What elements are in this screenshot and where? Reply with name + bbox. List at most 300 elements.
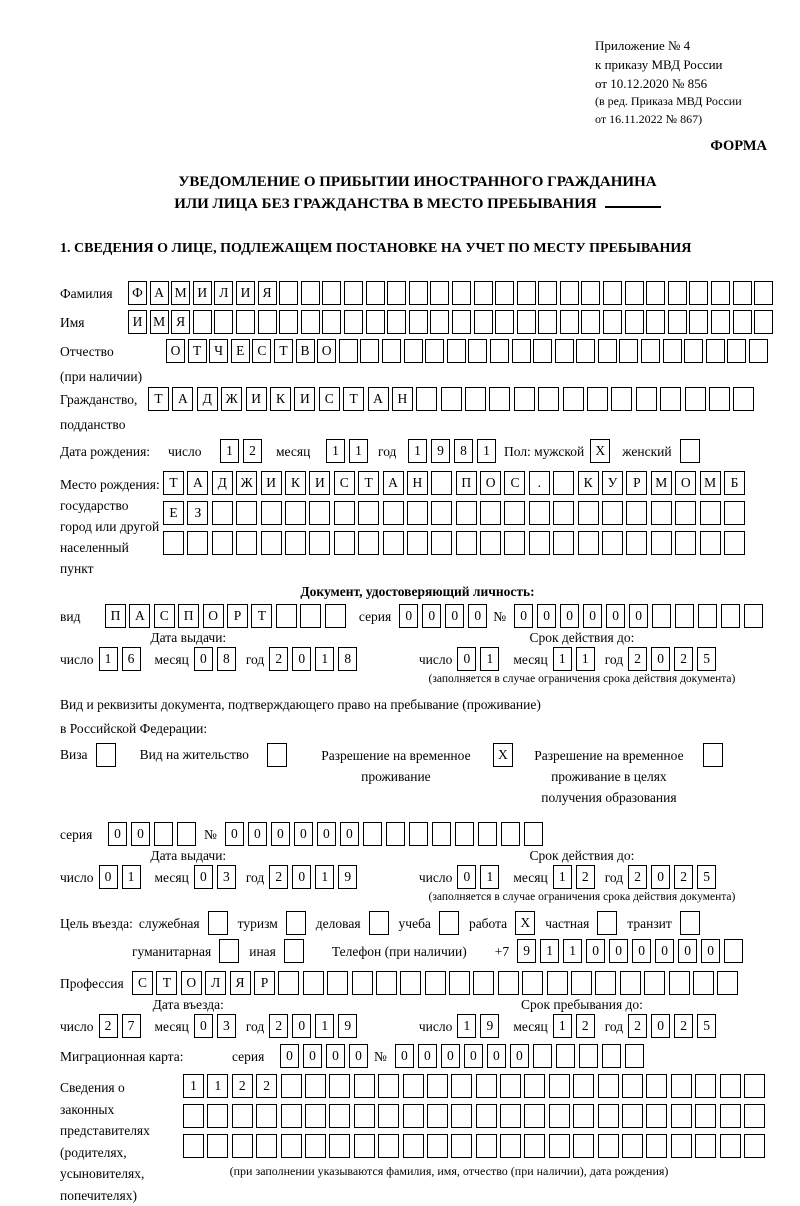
char-box[interactable]: 0	[422, 604, 441, 628]
char-box[interactable]	[403, 1104, 424, 1128]
char-box[interactable]	[474, 310, 493, 334]
char-box[interactable]: Ф	[128, 281, 147, 305]
char-box[interactable]	[301, 281, 320, 305]
temp-residence-edu-checkbox[interactable]	[703, 743, 723, 767]
char-box[interactable]	[598, 1104, 619, 1128]
char-box[interactable]	[733, 310, 752, 334]
char-box[interactable]	[427, 1104, 448, 1128]
char-box[interactable]	[452, 310, 471, 334]
char-box[interactable]: А	[172, 387, 193, 411]
char-box[interactable]	[300, 604, 321, 628]
char-box[interactable]: М	[171, 281, 190, 305]
char-box[interactable]	[553, 471, 574, 495]
char-box[interactable]	[281, 1104, 302, 1128]
char-box[interactable]: 0	[418, 1044, 437, 1068]
char-box[interactable]	[309, 531, 330, 555]
char-box[interactable]	[553, 531, 574, 555]
char-box[interactable]: 2	[628, 865, 647, 889]
char-box[interactable]	[620, 971, 641, 995]
char-box[interactable]: О	[166, 339, 185, 363]
char-box[interactable]	[578, 531, 599, 555]
char-box[interactable]: 0	[194, 647, 213, 671]
char-box[interactable]: 1	[540, 939, 559, 963]
char-box[interactable]: А	[383, 471, 404, 495]
char-box[interactable]	[529, 501, 550, 525]
char-box[interactable]: Ж	[236, 471, 257, 495]
char-box[interactable]	[334, 531, 355, 555]
char-box[interactable]	[668, 310, 687, 334]
char-box[interactable]	[698, 604, 717, 628]
char-box[interactable]: Т	[148, 387, 169, 411]
char-box[interactable]	[183, 1104, 204, 1128]
char-box[interactable]	[744, 1104, 765, 1128]
sex-male-checkbox[interactable]: X	[590, 439, 610, 463]
char-box[interactable]	[495, 310, 514, 334]
char-box[interactable]	[573, 1074, 594, 1098]
char-box[interactable]	[533, 339, 552, 363]
purpose-private-checkbox[interactable]	[597, 911, 617, 935]
char-box[interactable]: 0	[655, 939, 674, 963]
char-box[interactable]: 1	[408, 439, 427, 463]
char-box[interactable]: И	[246, 387, 267, 411]
char-box[interactable]: 0	[586, 939, 605, 963]
char-box[interactable]	[163, 531, 184, 555]
char-box[interactable]: Т	[163, 471, 184, 495]
char-box[interactable]: 0	[271, 822, 290, 846]
char-box[interactable]	[334, 501, 355, 525]
char-box[interactable]: 0	[303, 1044, 322, 1068]
char-box[interactable]	[430, 310, 449, 334]
char-box[interactable]	[651, 501, 672, 525]
char-box[interactable]: 0	[651, 647, 670, 671]
char-box[interactable]: 2	[232, 1074, 253, 1098]
char-box[interactable]	[256, 1134, 277, 1158]
char-box[interactable]	[432, 822, 451, 846]
char-box[interactable]	[489, 387, 510, 411]
char-box[interactable]: 9	[517, 939, 536, 963]
char-box[interactable]	[403, 1134, 424, 1158]
char-box[interactable]: М	[150, 310, 169, 334]
char-box[interactable]	[476, 1074, 497, 1098]
char-box[interactable]	[354, 1134, 375, 1158]
char-box[interactable]: 0	[326, 1044, 345, 1068]
char-box[interactable]: 0	[629, 604, 648, 628]
char-box[interactable]: 1	[480, 865, 499, 889]
char-box[interactable]	[622, 1104, 643, 1128]
char-box[interactable]	[744, 1074, 765, 1098]
char-box[interactable]	[378, 1134, 399, 1158]
char-box[interactable]	[598, 1074, 619, 1098]
char-box[interactable]	[625, 1044, 644, 1068]
char-box[interactable]	[187, 531, 208, 555]
char-box[interactable]	[560, 310, 579, 334]
char-box[interactable]: О	[675, 471, 696, 495]
char-box[interactable]: 0	[678, 939, 697, 963]
char-box[interactable]	[724, 531, 745, 555]
char-box[interactable]: 0	[194, 1014, 213, 1038]
char-box[interactable]	[451, 1074, 472, 1098]
char-box[interactable]: 9	[338, 865, 357, 889]
char-box[interactable]: 2	[576, 1014, 595, 1038]
char-box[interactable]: С	[154, 604, 175, 628]
char-box[interactable]	[478, 822, 497, 846]
char-box[interactable]: П	[456, 471, 477, 495]
char-box[interactable]	[675, 531, 696, 555]
char-box[interactable]: И	[309, 471, 330, 495]
char-box[interactable]	[382, 339, 401, 363]
char-box[interactable]	[671, 1074, 692, 1098]
purpose-other-checkbox[interactable]	[284, 939, 304, 963]
char-box[interactable]	[177, 822, 196, 846]
char-box[interactable]	[285, 501, 306, 525]
char-box[interactable]	[329, 1104, 350, 1128]
char-box[interactable]	[352, 971, 373, 995]
char-box[interactable]	[709, 387, 730, 411]
char-box[interactable]: 2	[99, 1014, 118, 1038]
char-box[interactable]: Л	[214, 281, 233, 305]
char-box[interactable]	[538, 387, 559, 411]
char-box[interactable]: О	[203, 604, 224, 628]
char-box[interactable]: 2	[576, 865, 595, 889]
char-box[interactable]	[383, 501, 404, 525]
char-box[interactable]: 0	[609, 939, 628, 963]
char-box[interactable]	[214, 310, 233, 334]
char-box[interactable]	[646, 1104, 667, 1128]
char-box[interactable]	[431, 471, 452, 495]
char-box[interactable]	[555, 339, 574, 363]
char-box[interactable]	[693, 971, 714, 995]
char-box[interactable]: 0	[395, 1044, 414, 1068]
char-box[interactable]	[684, 339, 703, 363]
char-box[interactable]	[500, 1074, 521, 1098]
char-box[interactable]	[378, 1074, 399, 1098]
char-box[interactable]	[556, 1044, 575, 1068]
char-box[interactable]	[695, 1104, 716, 1128]
char-box[interactable]: Б	[724, 471, 745, 495]
char-box[interactable]: 0	[560, 604, 579, 628]
char-box[interactable]	[495, 281, 514, 305]
char-box[interactable]: И	[193, 281, 212, 305]
char-box[interactable]	[278, 971, 299, 995]
char-box[interactable]	[695, 1074, 716, 1098]
char-box[interactable]	[671, 1104, 692, 1128]
char-box[interactable]	[625, 310, 644, 334]
char-box[interactable]	[409, 310, 428, 334]
char-box[interactable]: С	[319, 387, 340, 411]
char-box[interactable]: 0	[651, 865, 670, 889]
char-box[interactable]	[455, 822, 474, 846]
char-box[interactable]	[644, 971, 665, 995]
char-box[interactable]: В	[296, 339, 315, 363]
char-box[interactable]: Ч	[209, 339, 228, 363]
char-box[interactable]	[669, 971, 690, 995]
char-box[interactable]	[498, 971, 519, 995]
char-box[interactable]	[504, 501, 525, 525]
char-box[interactable]	[689, 281, 708, 305]
char-box[interactable]: 0	[292, 647, 311, 671]
visa-checkbox[interactable]	[96, 743, 116, 767]
char-box[interactable]: 0	[248, 822, 267, 846]
char-box[interactable]	[538, 281, 557, 305]
char-box[interactable]	[386, 822, 405, 846]
char-box[interactable]	[212, 501, 233, 525]
char-box[interactable]: 1	[349, 439, 368, 463]
char-box[interactable]: 0	[292, 1014, 311, 1038]
char-box[interactable]: 1	[99, 647, 118, 671]
char-box[interactable]	[416, 387, 437, 411]
char-box[interactable]	[154, 822, 173, 846]
char-box[interactable]	[360, 339, 379, 363]
char-box[interactable]: Р	[227, 604, 248, 628]
char-box[interactable]: И	[294, 387, 315, 411]
char-box[interactable]	[279, 281, 298, 305]
char-box[interactable]	[451, 1104, 472, 1128]
char-box[interactable]	[626, 501, 647, 525]
char-box[interactable]	[358, 531, 379, 555]
char-box[interactable]	[441, 387, 462, 411]
char-box[interactable]	[522, 971, 543, 995]
char-box[interactable]	[619, 339, 638, 363]
char-box[interactable]	[578, 501, 599, 525]
char-box[interactable]: 0	[651, 1014, 670, 1038]
char-box[interactable]	[549, 1104, 570, 1128]
char-box[interactable]: С	[132, 971, 153, 995]
char-box[interactable]	[409, 822, 428, 846]
char-box[interactable]	[611, 387, 632, 411]
char-box[interactable]	[547, 971, 568, 995]
char-box[interactable]	[622, 1074, 643, 1098]
char-box[interactable]: 2	[674, 865, 693, 889]
char-box[interactable]	[646, 310, 665, 334]
char-box[interactable]	[695, 1134, 716, 1158]
char-box[interactable]	[207, 1104, 228, 1128]
char-box[interactable]	[646, 1074, 667, 1098]
char-box[interactable]: Д	[212, 471, 233, 495]
char-box[interactable]	[700, 501, 721, 525]
char-box[interactable]	[581, 281, 600, 305]
char-box[interactable]: 0	[340, 822, 359, 846]
char-box[interactable]	[602, 531, 623, 555]
char-box[interactable]: Е	[163, 501, 184, 525]
char-box[interactable]: 0	[441, 1044, 460, 1068]
char-box[interactable]: 0	[317, 822, 336, 846]
char-box[interactable]: 2	[269, 1014, 288, 1038]
char-box[interactable]: З	[187, 501, 208, 525]
char-box[interactable]: Т	[343, 387, 364, 411]
char-box[interactable]	[480, 531, 501, 555]
char-box[interactable]	[303, 971, 324, 995]
char-box[interactable]: Р	[626, 471, 647, 495]
char-box[interactable]	[754, 281, 773, 305]
char-box[interactable]: Ж	[221, 387, 242, 411]
char-box[interactable]	[517, 310, 536, 334]
char-box[interactable]	[258, 310, 277, 334]
char-box[interactable]	[524, 822, 543, 846]
char-box[interactable]	[325, 604, 346, 628]
char-box[interactable]: 0	[131, 822, 150, 846]
char-box[interactable]	[706, 339, 725, 363]
char-box[interactable]	[305, 1134, 326, 1158]
char-box[interactable]	[626, 531, 647, 555]
char-box[interactable]: 1	[480, 647, 499, 671]
char-box[interactable]	[281, 1074, 302, 1098]
char-box[interactable]	[476, 1134, 497, 1158]
char-box[interactable]	[407, 531, 428, 555]
char-box[interactable]: 0	[632, 939, 651, 963]
char-box[interactable]: 2	[674, 647, 693, 671]
char-box[interactable]	[403, 1074, 424, 1098]
char-box[interactable]: 0	[457, 647, 476, 671]
char-box[interactable]	[329, 1074, 350, 1098]
char-box[interactable]: 1	[315, 865, 334, 889]
purpose-study-checkbox[interactable]	[439, 911, 459, 935]
char-box[interactable]: 1	[553, 1014, 572, 1038]
char-box[interactable]	[404, 339, 423, 363]
char-box[interactable]	[733, 387, 754, 411]
char-box[interactable]	[285, 531, 306, 555]
char-box[interactable]: О	[317, 339, 336, 363]
char-box[interactable]: 2	[243, 439, 262, 463]
char-box[interactable]: 9	[480, 1014, 499, 1038]
char-box[interactable]	[480, 501, 501, 525]
char-box[interactable]: А	[368, 387, 389, 411]
char-box[interactable]	[207, 1134, 228, 1158]
char-box[interactable]	[474, 281, 493, 305]
char-box[interactable]	[571, 971, 592, 995]
char-box[interactable]	[625, 281, 644, 305]
char-box[interactable]	[309, 501, 330, 525]
char-box[interactable]	[514, 387, 535, 411]
char-box[interactable]: Н	[392, 387, 413, 411]
char-box[interactable]	[579, 1044, 598, 1068]
char-box[interactable]: 5	[697, 647, 716, 671]
char-box[interactable]	[490, 339, 509, 363]
char-box[interactable]	[383, 531, 404, 555]
char-box[interactable]	[425, 971, 446, 995]
char-box[interactable]: 5	[697, 865, 716, 889]
char-box[interactable]: А	[129, 604, 150, 628]
char-box[interactable]: 0	[464, 1044, 483, 1068]
char-box[interactable]: И	[261, 471, 282, 495]
purpose-humanitarian-checkbox[interactable]	[219, 939, 239, 963]
char-box[interactable]: А	[150, 281, 169, 305]
char-box[interactable]	[560, 281, 579, 305]
char-box[interactable]	[236, 501, 257, 525]
char-box[interactable]	[427, 1074, 448, 1098]
char-box[interactable]	[456, 501, 477, 525]
char-box[interactable]	[671, 1134, 692, 1158]
char-box[interactable]	[533, 1044, 552, 1068]
char-box[interactable]	[431, 531, 452, 555]
char-box[interactable]: 2	[628, 647, 647, 671]
char-box[interactable]: 2	[628, 1014, 647, 1038]
char-box[interactable]: Т	[156, 971, 177, 995]
char-box[interactable]	[595, 971, 616, 995]
char-box[interactable]	[465, 387, 486, 411]
char-box[interactable]	[281, 1134, 302, 1158]
char-box[interactable]	[400, 971, 421, 995]
char-box[interactable]	[576, 339, 595, 363]
char-box[interactable]	[366, 310, 385, 334]
char-box[interactable]	[512, 339, 531, 363]
char-box[interactable]: 1	[207, 1074, 228, 1098]
char-box[interactable]	[749, 339, 768, 363]
char-box[interactable]	[427, 1134, 448, 1158]
char-box[interactable]: 1	[122, 865, 141, 889]
char-box[interactable]	[305, 1074, 326, 1098]
char-box[interactable]	[720, 1104, 741, 1128]
char-box[interactable]	[602, 501, 623, 525]
char-box[interactable]	[329, 1134, 350, 1158]
char-box[interactable]	[744, 604, 763, 628]
char-box[interactable]	[322, 281, 341, 305]
char-box[interactable]: .	[529, 471, 550, 495]
char-box[interactable]	[344, 310, 363, 334]
char-box[interactable]	[724, 939, 743, 963]
char-box[interactable]: 0	[606, 604, 625, 628]
char-box[interactable]: 2	[269, 865, 288, 889]
purpose-business-checkbox[interactable]	[369, 911, 389, 935]
char-box[interactable]	[473, 971, 494, 995]
char-box[interactable]	[358, 501, 379, 525]
char-box[interactable]	[430, 281, 449, 305]
char-box[interactable]	[602, 1044, 621, 1068]
char-box[interactable]	[720, 1134, 741, 1158]
char-box[interactable]	[675, 501, 696, 525]
char-box[interactable]: Я	[230, 971, 251, 995]
char-box[interactable]	[636, 387, 657, 411]
char-box[interactable]	[685, 387, 706, 411]
char-box[interactable]	[322, 310, 341, 334]
char-box[interactable]: 1	[457, 1014, 476, 1038]
char-box[interactable]	[675, 604, 694, 628]
char-box[interactable]	[236, 310, 255, 334]
char-box[interactable]: К	[270, 387, 291, 411]
char-box[interactable]: А	[187, 471, 208, 495]
char-box[interactable]	[354, 1104, 375, 1128]
char-box[interactable]	[603, 310, 622, 334]
char-box[interactable]: 2	[256, 1074, 277, 1098]
char-box[interactable]	[501, 822, 520, 846]
residence-permit-checkbox[interactable]	[267, 743, 287, 767]
char-box[interactable]	[476, 1104, 497, 1128]
char-box[interactable]: 0	[294, 822, 313, 846]
char-box[interactable]: 0	[445, 604, 464, 628]
char-box[interactable]	[573, 1104, 594, 1128]
char-box[interactable]	[276, 604, 297, 628]
char-box[interactable]	[339, 339, 358, 363]
char-box[interactable]: П	[105, 604, 126, 628]
char-box[interactable]: Т	[358, 471, 379, 495]
char-box[interactable]	[500, 1104, 521, 1128]
char-box[interactable]: К	[578, 471, 599, 495]
char-box[interactable]	[721, 604, 740, 628]
char-box[interactable]	[409, 281, 428, 305]
char-box[interactable]	[517, 281, 536, 305]
char-box[interactable]: К	[285, 471, 306, 495]
char-box[interactable]: 5	[697, 1014, 716, 1038]
char-box[interactable]: 8	[338, 647, 357, 671]
char-box[interactable]	[524, 1134, 545, 1158]
char-box[interactable]	[700, 531, 721, 555]
char-box[interactable]: 1	[220, 439, 239, 463]
char-box[interactable]	[451, 1134, 472, 1158]
char-box[interactable]: 0	[349, 1044, 368, 1068]
char-box[interactable]	[305, 1104, 326, 1128]
char-box[interactable]	[354, 1074, 375, 1098]
char-box[interactable]: Т	[251, 604, 272, 628]
temp-residence-checkbox[interactable]: X	[493, 743, 513, 767]
